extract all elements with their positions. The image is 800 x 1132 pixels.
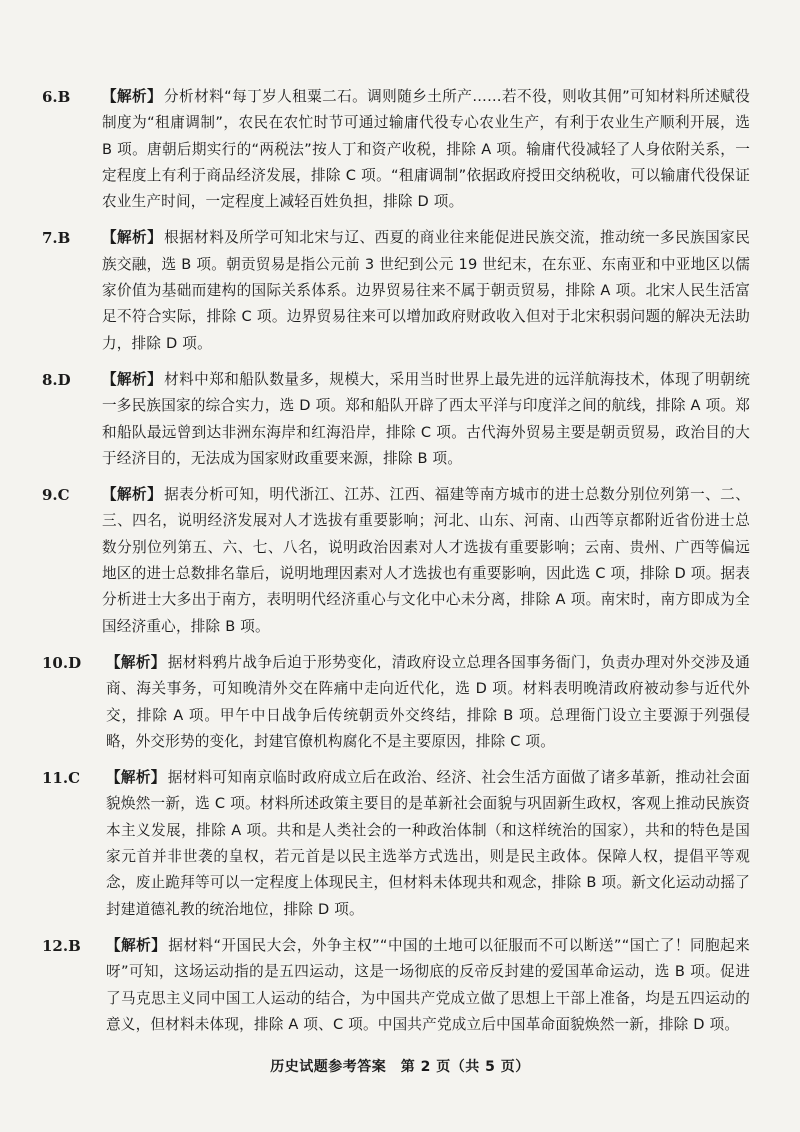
analysis-tag: 【解析】 bbox=[102, 229, 163, 247]
analysis-tag: 【解析】 bbox=[106, 653, 166, 671]
explanation-text: 材料中郑和船队数量多，规模大，采用当时世界上最先进的远洋航海技术，体现了明朝统一多民族国家的综合实力，选 D 项。郑和船队开辟了西太平洋与印度洋之间的航线，排除 A 项。郑和船队最远曾到达非洲东海岸和红海沿岸，排除 C 项。古代海外贸易主要是朝贡贸易，政治目的大于经济目的，无法成为国家财政重要来源，排除 B 项。 bbox=[102, 370, 750, 467]
explanation-text: 据材料“开国民大会，外争主权”“中国的土地可以征服而不可以断送”“国亡了！同胞起来呀”可知，这场运动指的是五四运动，这是一场彻底的反帝反封建的爱国革命运动，选 B 项。促进了马克思主义同中国工人运动的结合，为中国共产党成立做了思想上干部上准备，均是五四运动的意义，但材料未体现，排除 A 项、C 项。中国共产党成立后中国革命面貌焕然一新，排除 D 项。 bbox=[106, 936, 750, 1033]
answer-explanation bbox=[106, 765, 750, 923]
answer-item-11 bbox=[42, 765, 750, 923]
explanation-text: 据材料鸦片战争后迫于形势变化，清政府设立总理各国事务衙门，负责办理对外交涉及通商、海关事务，可知晚清外交在阵痛中走向近代化，选 D 项。材料表明晚清政府被动参与近代外交，排除 A 项。甲午中日战争后传统朝贡外交终结，排除 B 项。总理衙门设立主要源于列强侵略，外交形势的变化，封建官僚机构腐化不是主要原因，排除 C 项。 bbox=[106, 653, 750, 750]
question-number: 11.C bbox=[42, 769, 81, 788]
explanation-text: 分析材料“每丁岁人租粟二石。调则随乡土所产……若不役，则收其佣”可知材料所述赋役制度为“租庸调制”，农民在农忙时节可通过输庸代役专心农业生产，有利于农业生产顺利开展，选 B 项。唐朝后期实行的“两税法”按人丁和资产收税，排除 A 项。输庸代役减轻了人身依附关系，一定程度上有利于商品经济发展，排除 C 项。“租庸调制”依据政府授田交纳税收，可以输庸代役保证农业生产时间，一定程度上减轻百姓负担，排除 D 项。 bbox=[102, 88, 750, 211]
analysis-tag: 【解析】 bbox=[102, 370, 163, 388]
question-number: 12.B bbox=[42, 936, 81, 955]
explanation-text: 据表分析可知，明代浙江、江苏、江西、福建等南方城市的进士总数分别位列第一、二、三、四名，说明经济发展对人才选拔有重要影响；河北、山东、河南、山西等京都附近省份进士总数分别位列第五、六、七、八名，说明政治因素对人才选拔有重要影响；云南、贵州、广西等偏远地区的进士总数排名靠后，说明地理因素对人才选拔也有重要影响，因此选 C 项，排除 D 项。据表分析进士大多出于南方，表明明代经济重心与文化中心未分离，排除 A 项。南宋时，南方即成为全国经济重心，排除 B 项。 bbox=[102, 486, 750, 635]
explanation-text: 根据材料及所学可知北宋与辽、西夏的商业往来能促进民族交流，推动统一多民族国家民族交融，选 B 项。朝贡贸易是指公元前 3 世纪到公元 19 世纪末，在东亚、东南亚和中亚地区以儒家价值为基础而建构的国际关系体系。边界贸易往来不属于朝贡贸易，排除 A 项。北宋人民生活富足不符合实际，排除 C 项。边界贸易往来可以增加政府财政收入但对于北宋积弱问题的解决无法助力，排除 D 项。 bbox=[102, 229, 750, 352]
analysis-tag: 【解析】 bbox=[102, 88, 163, 105]
explanation-text: 据材料可知南京临时政府成立后在政治、经济、社会生活方面做了诸多革新，推动社会面貌焕然一新，选 C 项。材料所述政策主要目的是革新社会面貌与巩固新生政权，客观上推动民族资本主义发展，排除 A 项。共和是人类社会的一种政治体制（和这样统治的国家），共和的特色是国家元首并非世袭的皇权，若元首是以民主选举方式选出，则是民主政体。保障人权，提倡平等观念，废止跪拜等可以一定程度上体现民主，但材料未体现共和观念，排除 B 项。新文化运动动摇了封建道德礼教的统治地位，排除 D 项。 bbox=[106, 769, 750, 918]
answer-explanation bbox=[102, 225, 750, 356]
answer-explanation bbox=[106, 650, 750, 755]
question-number: 7.B bbox=[42, 229, 71, 248]
question-number: 6.B bbox=[42, 88, 71, 106]
analysis-tag: 【解析】 bbox=[102, 486, 163, 504]
answer-explanation bbox=[102, 84, 750, 215]
question-number: 8.D bbox=[42, 370, 71, 389]
answer-explanation bbox=[102, 482, 750, 640]
answer-item-7 bbox=[42, 225, 750, 356]
answer-item-8 bbox=[42, 367, 750, 472]
answer-item-6 bbox=[42, 84, 750, 215]
analysis-tag: 【解析】 bbox=[106, 936, 167, 954]
analysis-tag: 【解析】 bbox=[106, 769, 166, 787]
page-footer: 历史试题参考答案 第 2 页（共 5 页） bbox=[270, 1059, 530, 1075]
answer-item-12 bbox=[42, 933, 750, 1038]
answer-explanation bbox=[106, 933, 750, 1038]
answer-item-9 bbox=[42, 482, 750, 640]
question-number: 10.D bbox=[42, 653, 82, 672]
answer-item-10 bbox=[42, 650, 750, 755]
question-number: 9.C bbox=[42, 486, 70, 505]
answer-explanation bbox=[102, 367, 750, 472]
